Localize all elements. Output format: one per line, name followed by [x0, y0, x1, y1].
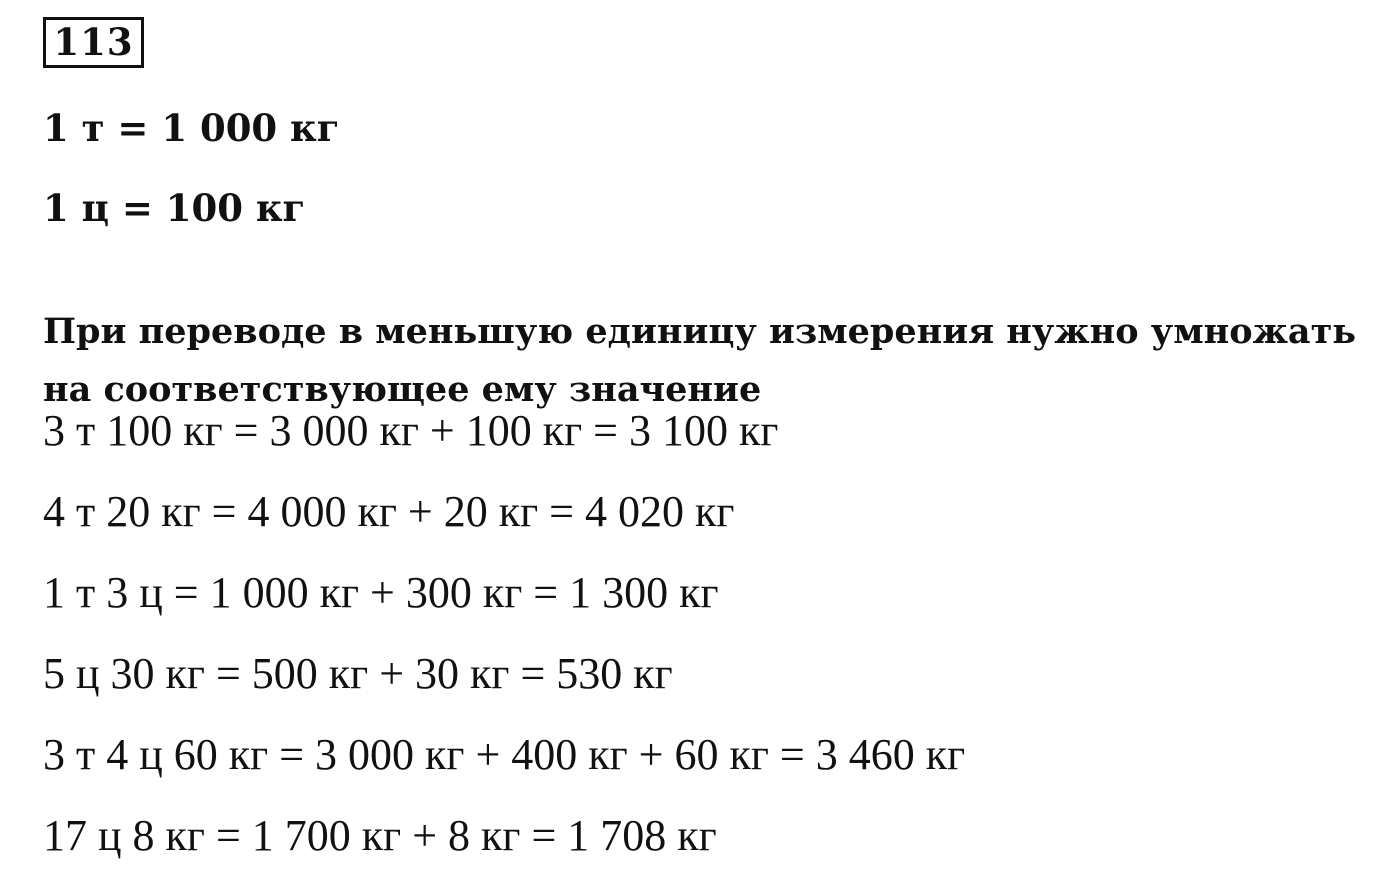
conversion-step: 3 т 4 ц 60 кг = 3 000 кг + 400 кг + 60 кг = 3 460 кг	[43, 730, 966, 779]
conversion-step: 3 т 100 кг = 3 000 кг + 100 кг = 3 100 кг	[43, 406, 779, 455]
conversion-explanation: При переводе в меньшую единицу измерения нужно умножать на соответствующее ему значение	[43, 311, 1357, 410]
conversion-step: 17 ц 8 кг = 1 700 кг + 8 кг = 1 708 кг	[43, 811, 717, 860]
conversion-rule-tonne: 1 т = 1 000 кг	[43, 106, 340, 150]
conversion-step: 5 ц 30 кг = 500 кг + 30 кг = 530 кг	[43, 649, 673, 698]
conversion-step: 1 т 3 ц = 1 000 кг + 300 кг = 1 300 кг	[43, 568, 719, 617]
task-number-badge: 113	[43, 17, 144, 68]
conversion-rule-centner: 1 ц = 100 кг	[43, 186, 306, 230]
conversion-step: 4 т 20 кг = 4 000 кг + 20 кг = 4 020 кг	[43, 487, 735, 536]
conversion-steps-list	[43, 405, 965, 891]
